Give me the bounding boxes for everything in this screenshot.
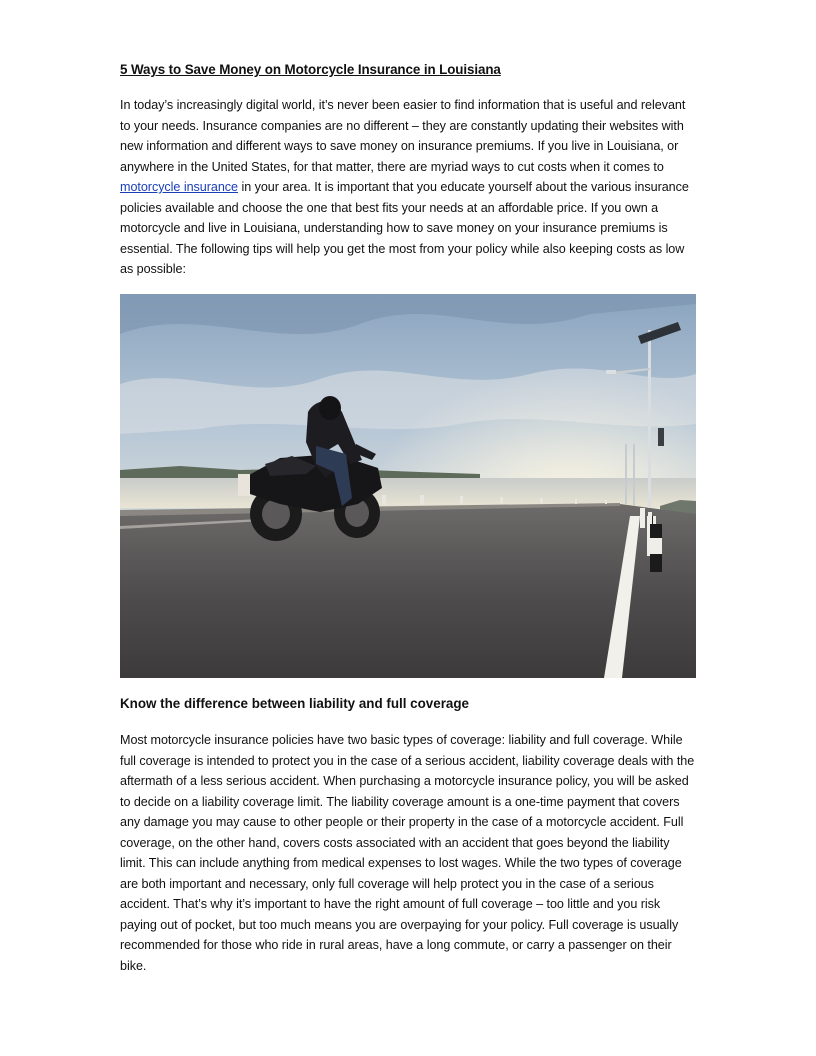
section-body-paragraph: Most motorcycle insurance policies have two basic types of coverage: liability and full coverage. While full coverage is intended to protect you in the case of a serious accident, liability coverage deals with the aftermath of a less serious accident. When purchasing a motorcycle insurance policy, you will be asked to decide on a liability coverage limit. The liability coverage amount is a one-time payment that covers any damage you may cause to other people or their property in the case of a motorcycle accident. Full coverage, on the other hand, covers costs associated with an accident that goes beyond the liability limit. This can include anything from medical expenses to lost wages. While the two types of coverage are both important and necessary, only full coverage will help protect you in the case of a serious accident. That’s why it’s important to have the right amount of full coverage – too little and you risk paying out of pocket, but too much means you are overpaying for your policy. Full coverage is usually recommended for those who ride in rural areas, have a long commute, or carry a passenger on their bike. — [120, 733, 695, 973]
intro-text-end: in your area. It is important that you educate yourself about the various insurance policies available and choose the one that best fits your needs at an affordable price. If you own a motorcycle and live in Louisiana, understanding how to save money on your insurance premiums is essential. The following tips will help you get the most from your policy while also keeping costs as low as possible: — [120, 180, 689, 276]
motorcycle-insurance-link[interactable]: motorcycle insurance — [120, 180, 238, 194]
document-title: 5 Ways to Save Money on Motorcycle Insurance in Louisiana — [120, 62, 501, 77]
motorcycle-road-photo — [120, 294, 696, 678]
intro-text-start: In today’s increasingly digital world, it’s never been easier to find information that is useful and relevant to your needs. Insurance companies are no different – they are constantly updating their websites with new information and different ways to save money on insurance premiums. If you live in Louisiana, or anywhere in the United States, for that matter, there are myriad ways to cut costs when it comes to — [120, 98, 686, 174]
section-heading: Know the difference between liability and full coverage — [120, 696, 469, 711]
intro-paragraph — [120, 95, 696, 280]
